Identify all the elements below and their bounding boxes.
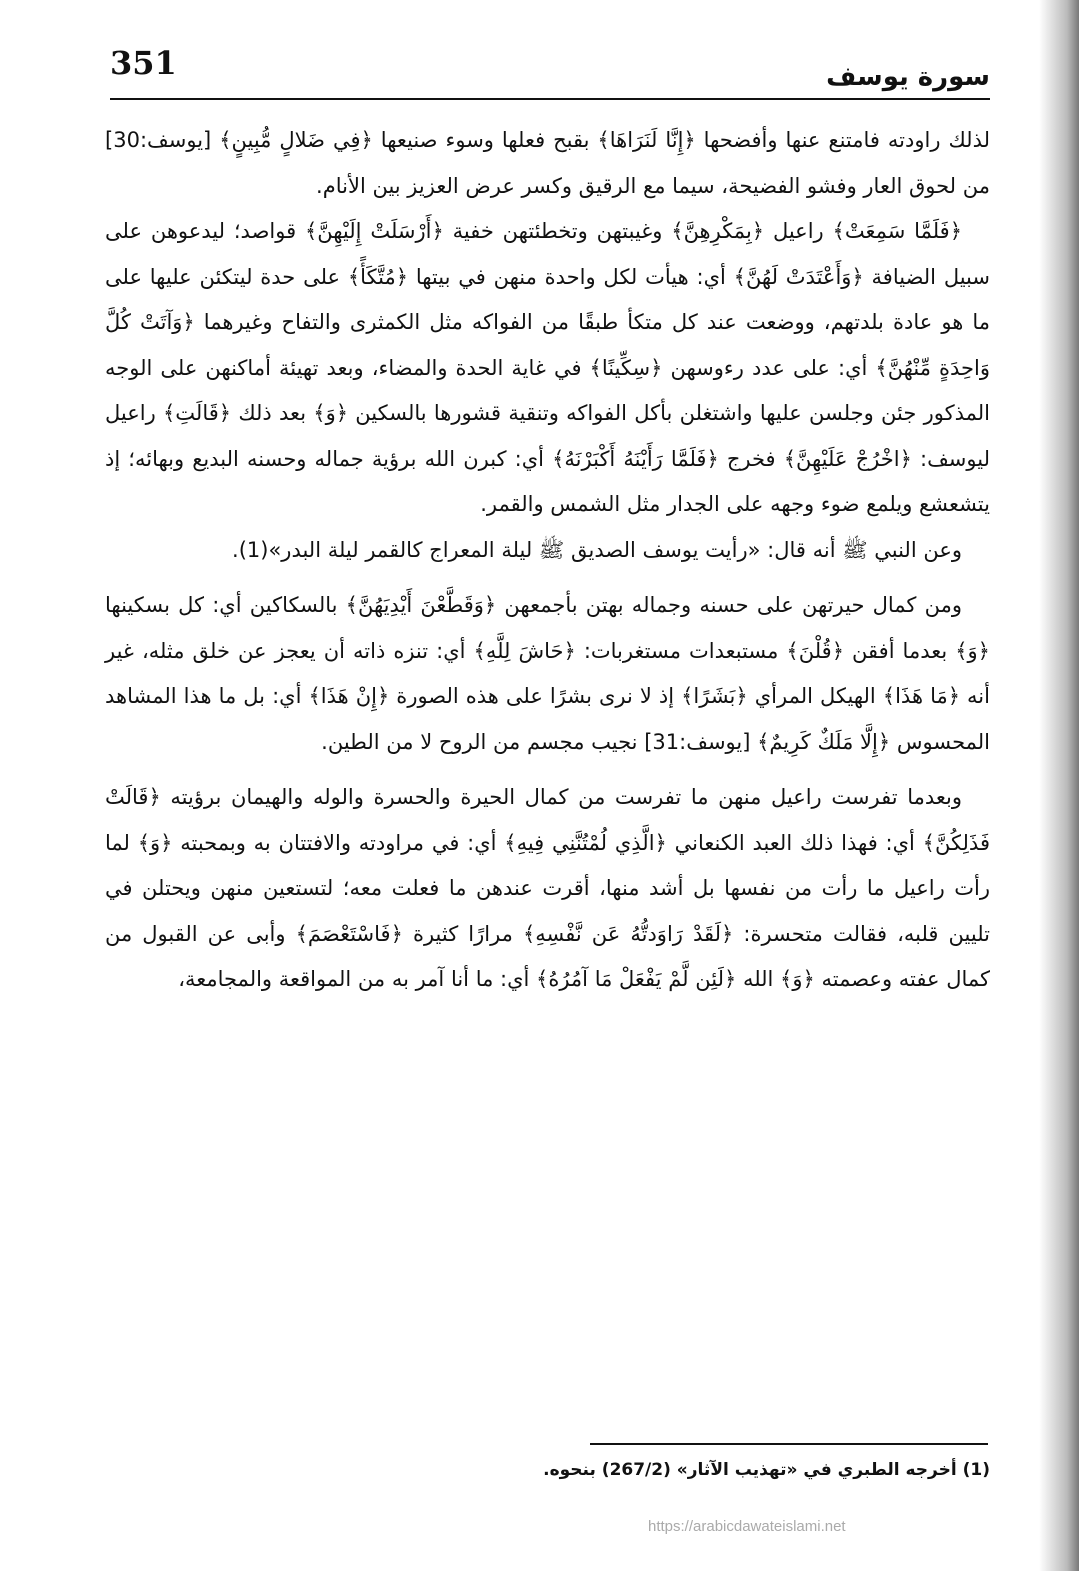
footnote: (1) أخرجه الطبري في «تهذيب الآثار» (267/2) بنحوه. xyxy=(543,1460,990,1480)
paragraph-3: وعن النبي ﷺ أنه قال: «رأيت يوسف الصديق ﷺ ليلة المعراج كالقمر ليلة البدر»(1). xyxy=(232,537,962,562)
page-edge-shadow xyxy=(1039,0,1079,1571)
paragraph-4: ومن كمال حيرتهن على حسنه وجماله بهتن بأجمعهن ﴿وَقَطَّعْنَ أَيْدِيَهُنَّ﴾ بالسكاكين أي: كل بسكينها ﴿وَ﴾ بعدما أفقن ﴿قُلْنَ﴾ مستبعدات مستغربات: ﴿حَاشَ لِلَّهِ﴾ أي: تنزه ذاته أن يعجز عن خلق مثله، غير أنه ﴿مَا هَذَا﴾ الهيكل المرأي ﴿بَشَرًا﴾ إذ لا نرى بشرًا على هذه الصورة ﴿إِنْ هَذَا﴾ أي: بل ما هذا المشاهد المحسوس ﴿إِلَّا مَلَكٌ كَرِيمٌ﴾ [يوسف:31] نجيب مجسم من الروح لا من الطين. xyxy=(105,593,990,754)
surah-title: سورة يوسف xyxy=(826,62,990,92)
paragraph-2: ﴿فَلَمَّا سَمِعَتْ﴾ راعيل ﴿بِمَكْرِهِنَّ﴾ وغيبتهن وتخطئتهن خفية ﴿أَرْسَلَتْ إِلَيْهِنَّ﴾ قواصد؛ ليدعوهن على سبيل الضيافة ﴿وَأَعْتَدَتْ لَهُنَّ﴾ أي: هيأت لكل واحدة منهن في بيتها ﴿مُتَّكَأً﴾ على حدة ليتكئن عليها على ما هو عادة بلدتهم، ووضعت عند كل متكأ طبقًا من الفواكه مثل الكمثرى والتفاح وغيرهما ﴿وَآتَتْ كُلَّ وَاحِدَةٍ مِّنْهُنَّ﴾ أي: على عدد رءوسهن ﴿سِكِّينًا﴾ في غاية الحدة والمضاء، وبعد تهيئة أماكنهن على الوجه المذكور جئن وجلسن عليها واشتغلن بأكل الفواكه وتنقية قشورها بالسكين ﴿وَ﴾ بعد ذلك ﴿قَالَتِ﴾ راعيل ليوسف: ﴿اخْرُجْ عَلَيْهِنَّ﴾ فخرج ﴿فَلَمَّا رَأَيْنَهُ أَكْبَرْنَهُ﴾ أي: كبرن الله برؤية جماله وحسنه البديع وبهائه؛ إذ يتشعشع ويلمع ضوء وجهه على الجدار مثل الشمس والقمر. xyxy=(105,219,990,516)
footnote-rule xyxy=(590,1443,988,1445)
page-header xyxy=(110,40,990,98)
watermark-url: https://arabicdawateislami.net xyxy=(648,1518,846,1535)
main-text xyxy=(105,118,990,1003)
header-rule xyxy=(110,98,990,100)
paragraph-1: لذلك راودته فامتنع عنها وأفضحها ﴿إِنَّا لَنَرَاهَا﴾ بقبح فعلها وسوء صنيعها ﴿فِي ضَلالٍ مُّبِينٍ﴾ [يوسف:30] من لحوق العار وفشو الفضيحة، سيما مع الرقيق وكسر عرض العزيز بين الأنام. xyxy=(105,128,990,198)
page-number: 351 xyxy=(110,44,177,82)
paragraph-5: وبعدما تفرست راعيل منهن ما تفرست من كمال الحيرة والحسرة والوله والهيمان برؤيته ﴿قَالَتْ فَذَلِكُنَّ﴾ أي: فهذا ذلك العبد الكنعاني ﴿الَّذِي لُمْتُنَّنِي فِيهِ﴾ أي: في مراودته والافتتان به وبمحبته ﴿وَ﴾ لما رأت راعيل ما رأت من نفسها بل أشد منها، أقرت عندهن ما فعلت معه؛ لتستعين منهن ويحتلن في تليين قلبه، فقالت متحسرة: ﴿لَقَدْ رَاوَدتُّهُ عَن نَّفْسِهِ﴾ مرارًا كثيرة ﴿فَاسْتَعْصَمَ﴾ وأبى عن القبول من كمال عفته وعصمته ﴿وَ﴾ الله ﴿لَئِن لَّمْ يَفْعَلْ مَا آمُرُهُ﴾ أي: ما أنا آمر به من المواقعة والمجامعة، xyxy=(105,785,990,991)
